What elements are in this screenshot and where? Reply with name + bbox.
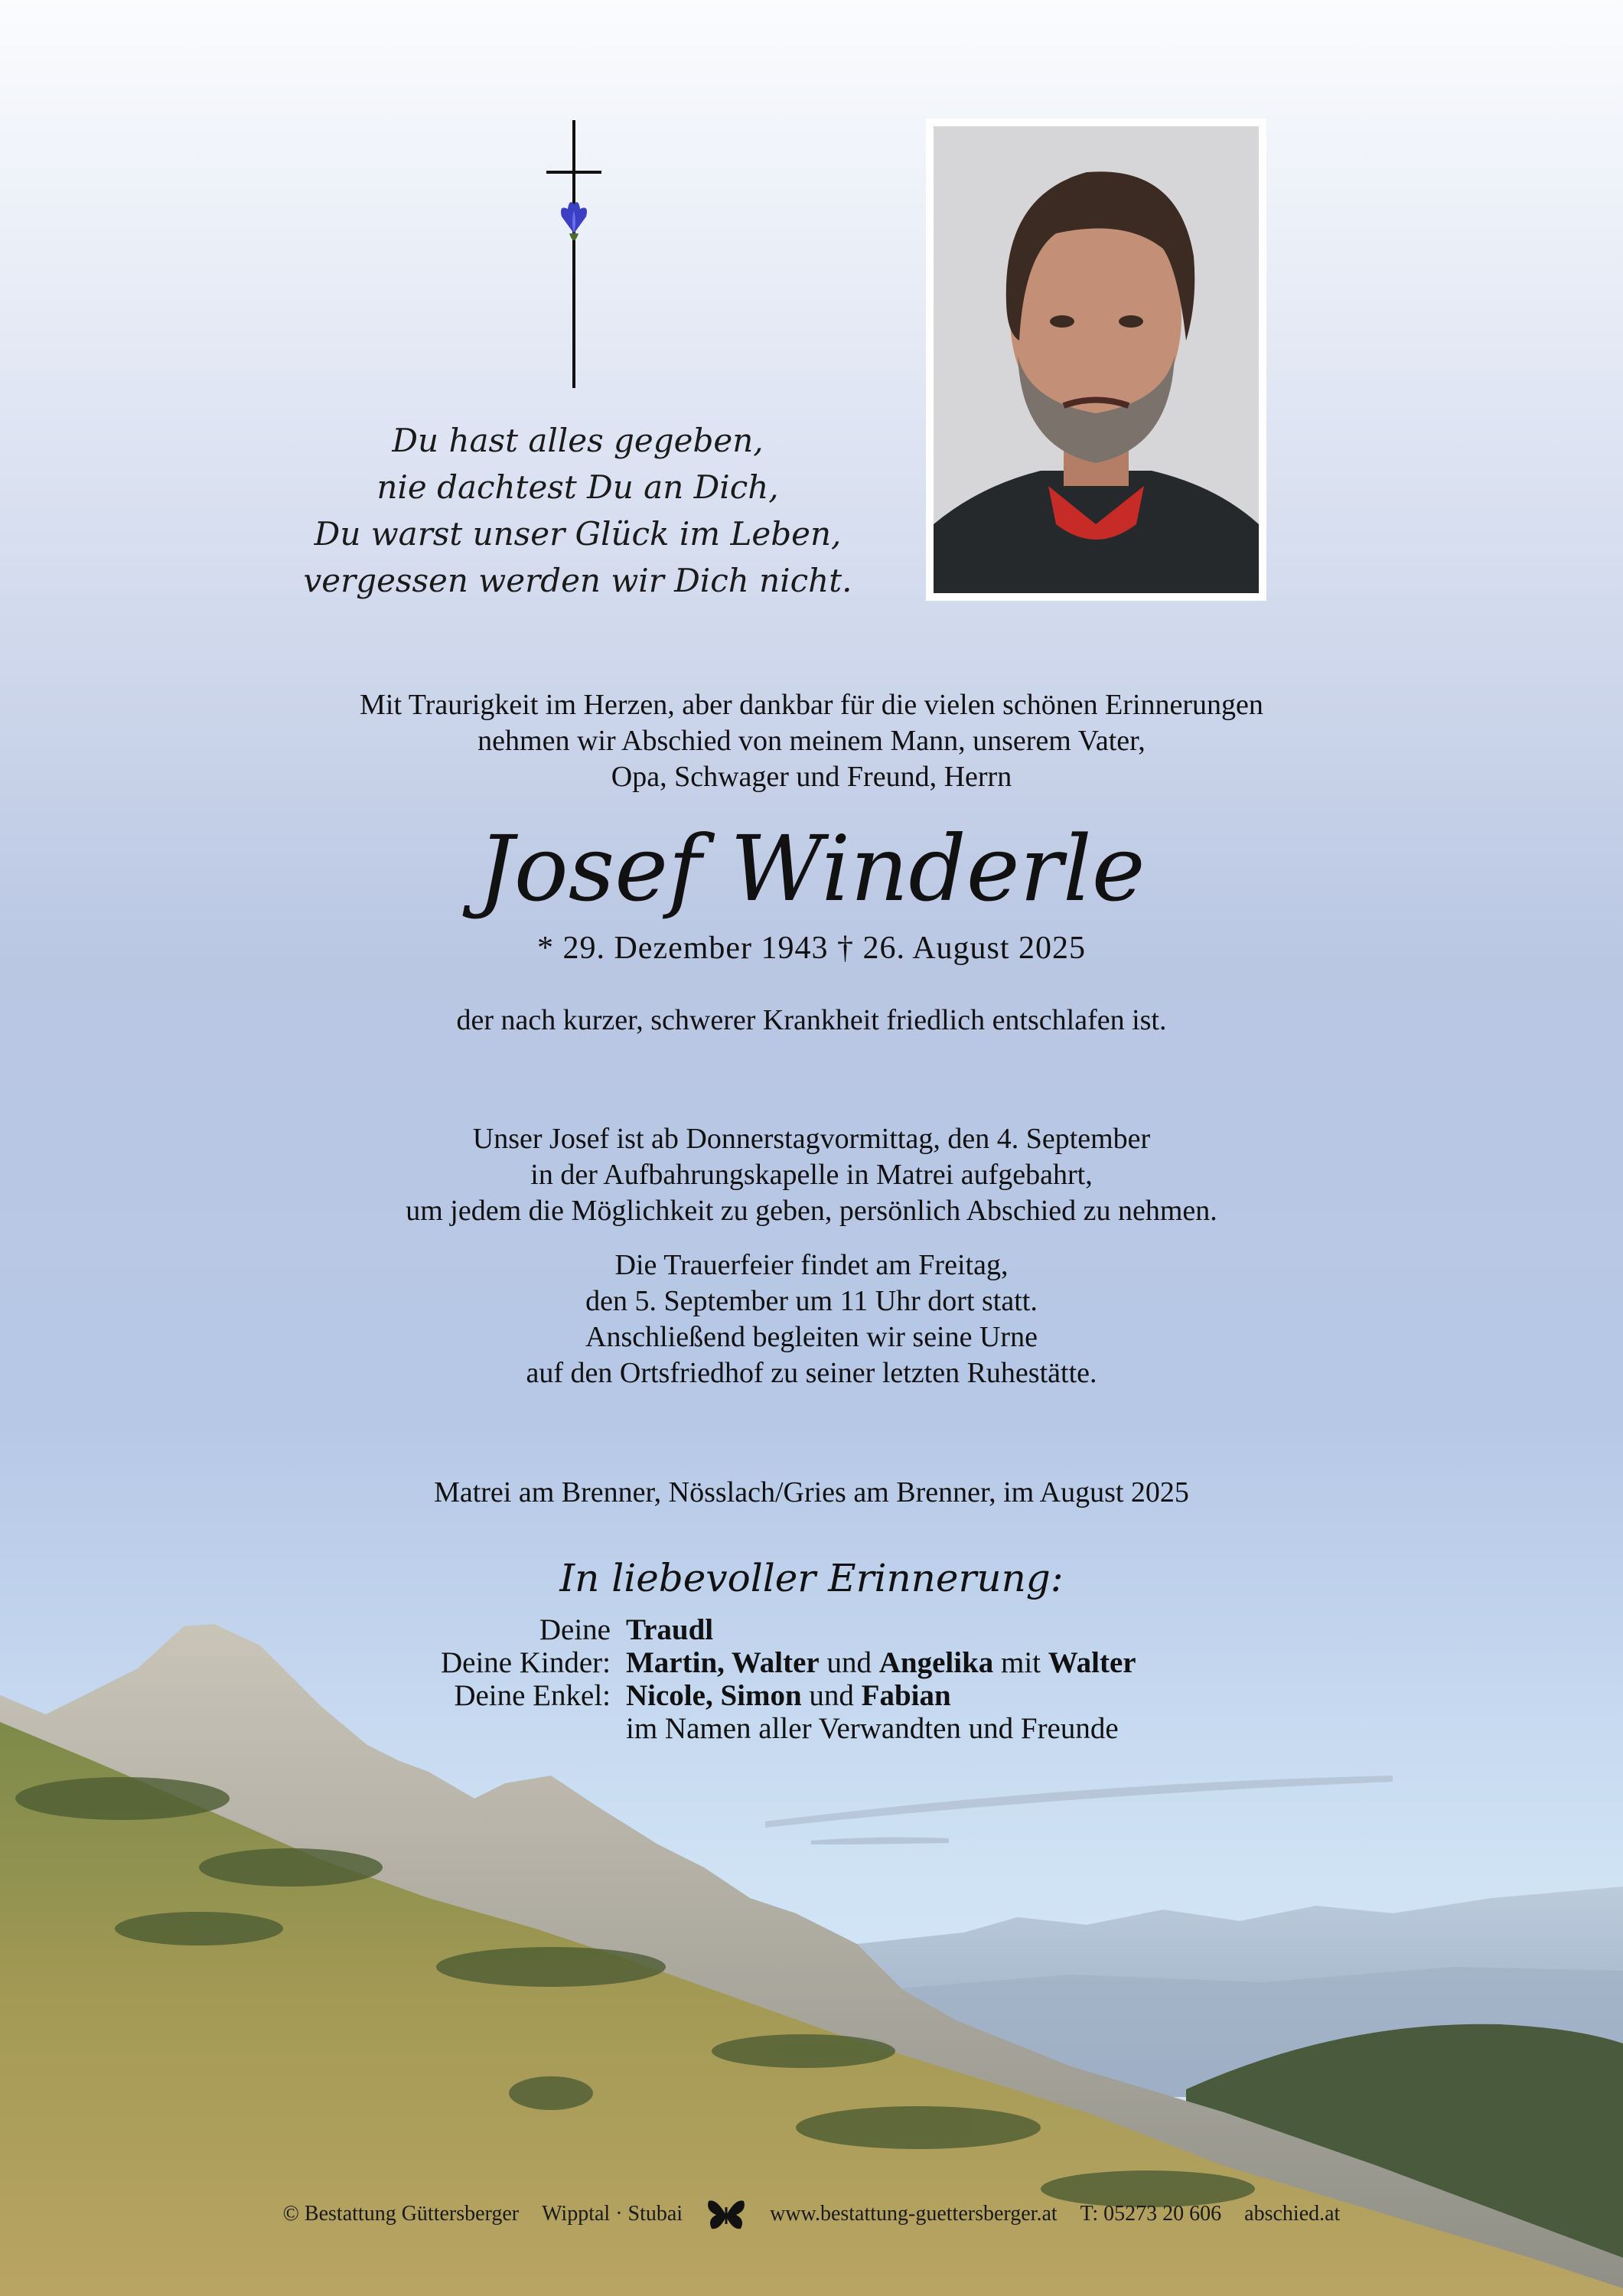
connector-text: und [826, 1646, 872, 1679]
footer [0, 2198, 1623, 2230]
memory-heading: In liebevoller Erinnerung: [559, 1556, 1064, 1600]
footer-website-link[interactable]: www.bestattung-guettersberger.at [770, 2202, 1058, 2226]
cross-icon [536, 119, 612, 394]
survivor-name: Traudl [626, 1613, 714, 1646]
memorial-verse [275, 417, 880, 604]
portrait-photo [934, 126, 1259, 593]
viewing-line: Unser Josef ist ab Donnerstagvormittag, den 4. September [472, 1123, 1151, 1155]
closing-text: im Namen aller Verwandten und Freunde [626, 1712, 1119, 1745]
deceased-name: Josef Winderle [477, 816, 1146, 921]
ceremony-line: auf den Ortsfriedhof zu seiner letzten Ruhestätte. [526, 1357, 1097, 1389]
footer-region: Wipptal · Stubai [542, 2202, 683, 2226]
footer-company: © Bestattung Güttersberger [282, 2202, 520, 2226]
intro-text [0, 687, 1623, 795]
connector-text: und [809, 1679, 854, 1712]
gentian-flower-icon [561, 202, 587, 240]
passing-note: der nach kurzer, schwerer Krankheit friedlich entschlafen ist. [456, 1004, 1167, 1036]
verse-line: vergessen werden wir Dich nicht. [303, 562, 852, 599]
butterfly-icon [706, 2197, 747, 2232]
survivor-label: Deine Enkel: [454, 1679, 611, 1712]
verse-line: nie dachtest Du an Dich, [376, 468, 779, 506]
ceremony-info [0, 1247, 1623, 1391]
footer-phone: T: 05273 20 606 [1080, 2202, 1222, 2226]
intro-line: nehmen wir Abschied von meinem Mann, unserem Vater, [477, 725, 1146, 757]
place-and-date: Matrei am Brenner, Nösslach/Gries am Brenner, im August 2025 [434, 1476, 1189, 1508]
survivor-label: Deine [539, 1613, 611, 1646]
survivor-row-closing [306, 1712, 1301, 1745]
survivor-row-wife [306, 1613, 1301, 1646]
portrait-frame [926, 119, 1266, 601]
verse-line: Du warst unser Glück im Leben, [314, 515, 842, 553]
viewing-line: um jedem die Möglichkeit zu geben, persönlich Abschied zu nehmen. [406, 1195, 1217, 1227]
survivor-name: Angelika [878, 1646, 994, 1679]
life-dates: * 29. Dezember 1943 † 26. August 2025 [536, 931, 1087, 966]
ceremony-line: den 5. September um 11 Uhr dort statt. [585, 1285, 1038, 1317]
ceremony-line: Die Trauerfeier findet am Freitag, [614, 1249, 1009, 1281]
viewing-line: in der Aufbahrungskapelle in Matrei aufgebahrt, [530, 1159, 1093, 1191]
survivor-row-children [306, 1646, 1301, 1679]
survivor-row-grandchildren [306, 1679, 1301, 1712]
connector-text: mit [1001, 1646, 1041, 1679]
survivors-list [306, 1613, 1301, 1745]
verse-line: Du hast alles gegeben, [392, 422, 764, 459]
ceremony-line: Anschließend begleiten wir seine Urne [585, 1321, 1038, 1353]
intro-line: Opa, Schwager und Freund, Herrn [611, 761, 1012, 793]
survivor-name: Martin, Walter [626, 1646, 820, 1679]
survivor-label: Deine Kinder: [440, 1646, 611, 1679]
footer-portal-link[interactable]: abschied.at [1244, 2202, 1341, 2226]
intro-line: Mit Traurigkeit im Herzen, aber dankbar für die vielen schönen Erinnerungen [360, 689, 1263, 721]
survivor-name: Fabian [861, 1679, 951, 1712]
viewing-info [0, 1121, 1623, 1229]
survivor-name: Nicole, Simon [626, 1679, 802, 1712]
survivor-name: Walter [1048, 1646, 1136, 1679]
